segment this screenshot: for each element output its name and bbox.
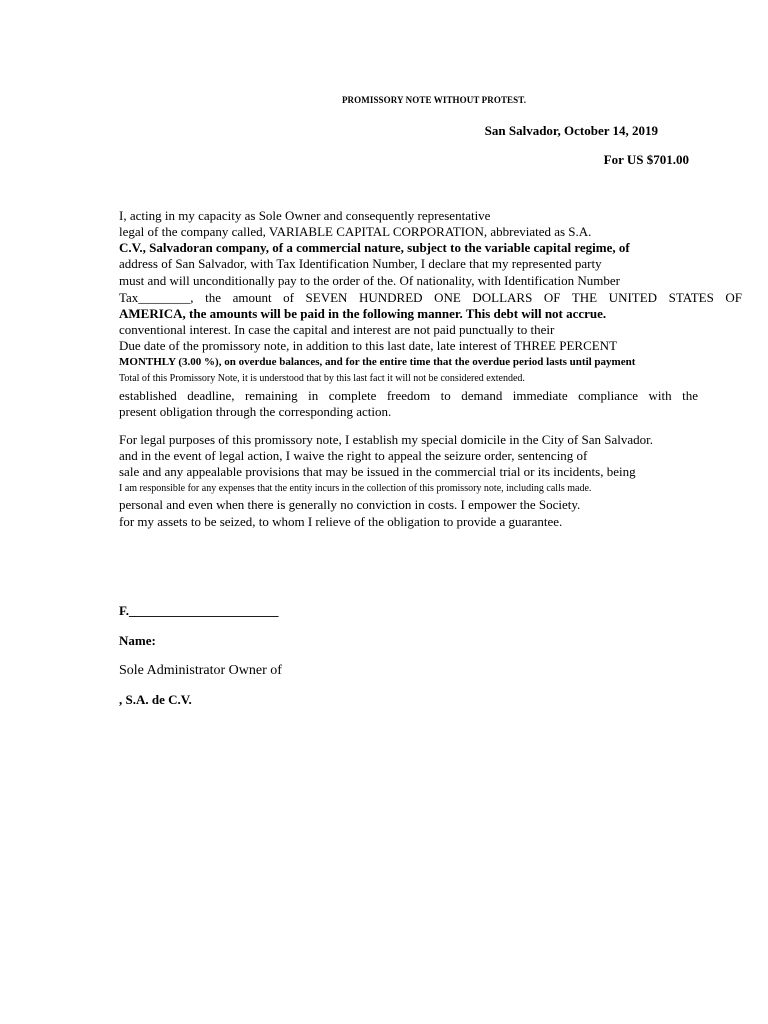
signature-role: Sole Administrator Owner of <box>119 663 282 678</box>
signature-line: F._______________________ <box>119 603 279 618</box>
signature-name-label: Name: <box>119 633 156 648</box>
body-line: present obligation through the corresponding action. <box>119 404 392 419</box>
note-amount: For US $701.00 <box>603 152 689 167</box>
body-line: conventional interest. In case the capital and interest are not paid punctually to their <box>119 322 555 337</box>
body-line: for my assets to be seized, to whom I relieve of the obligation to provide a guarantee. <box>119 514 563 529</box>
body-line: Total of this Promissory Note, it is understood that by this last fact it will not be considered extended. <box>119 373 525 384</box>
body-line: Tax________, the amount of SEVEN HUNDRED ONE DOLLARS OF THE UNITED STATES OF <box>119 290 742 305</box>
body-line: AMERICA, the amounts will be paid in the following manner. This debt will not accrue. <box>119 306 607 321</box>
body-line: sale and any appealable provisions that may be issued in the commercial trial or its incidents, being <box>119 464 636 479</box>
body-line: legal of the company called, VARIABLE CAPITAL CORPORATION, abbreviated as S.A. <box>119 224 592 239</box>
place-date: San Salvador, October 14, 2019 <box>484 123 658 138</box>
body-line: Due date of the promissory note, in addition to this last date, late interest of THREE PERCENT <box>119 338 618 353</box>
body-line: I am responsible for any expenses that the entity incurs in the collection of this promissory note, including calls made. <box>119 483 592 494</box>
document-title: PROMISSORY NOTE WITHOUT PROTEST. <box>341 95 527 105</box>
body-line: C.V., Salvadoran company, of a commercial nature, subject to the variable capital regime, of <box>119 240 630 255</box>
body-line: address of San Salvador, with Tax Identification Number, I declare that my represented party <box>119 256 602 271</box>
body-line: established deadline, remaining in complete freedom to demand immediate compliance with the <box>119 388 698 403</box>
body-line: personal and even when there is generally no conviction in costs. I empower the Society. <box>119 497 581 512</box>
body-line: For legal purposes of this promissory note, I establish my special domicile in the City of San Salvador. <box>119 432 654 447</box>
body-line: MONTHLY (3.00 %), on overdue balances, and for the entire time that the overdue period lasts until payment <box>119 356 636 368</box>
body-line: must and will unconditionally pay to the order of the. Of nationality, with Identification Number <box>119 273 620 288</box>
body-line: and in the event of legal action, I waive the right to appeal the seizure order, sentencing of <box>119 448 588 463</box>
body-line: I, acting in my capacity as Sole Owner and consequently representative <box>119 208 491 223</box>
signature-company: , S.A. de C.V. <box>119 692 192 707</box>
